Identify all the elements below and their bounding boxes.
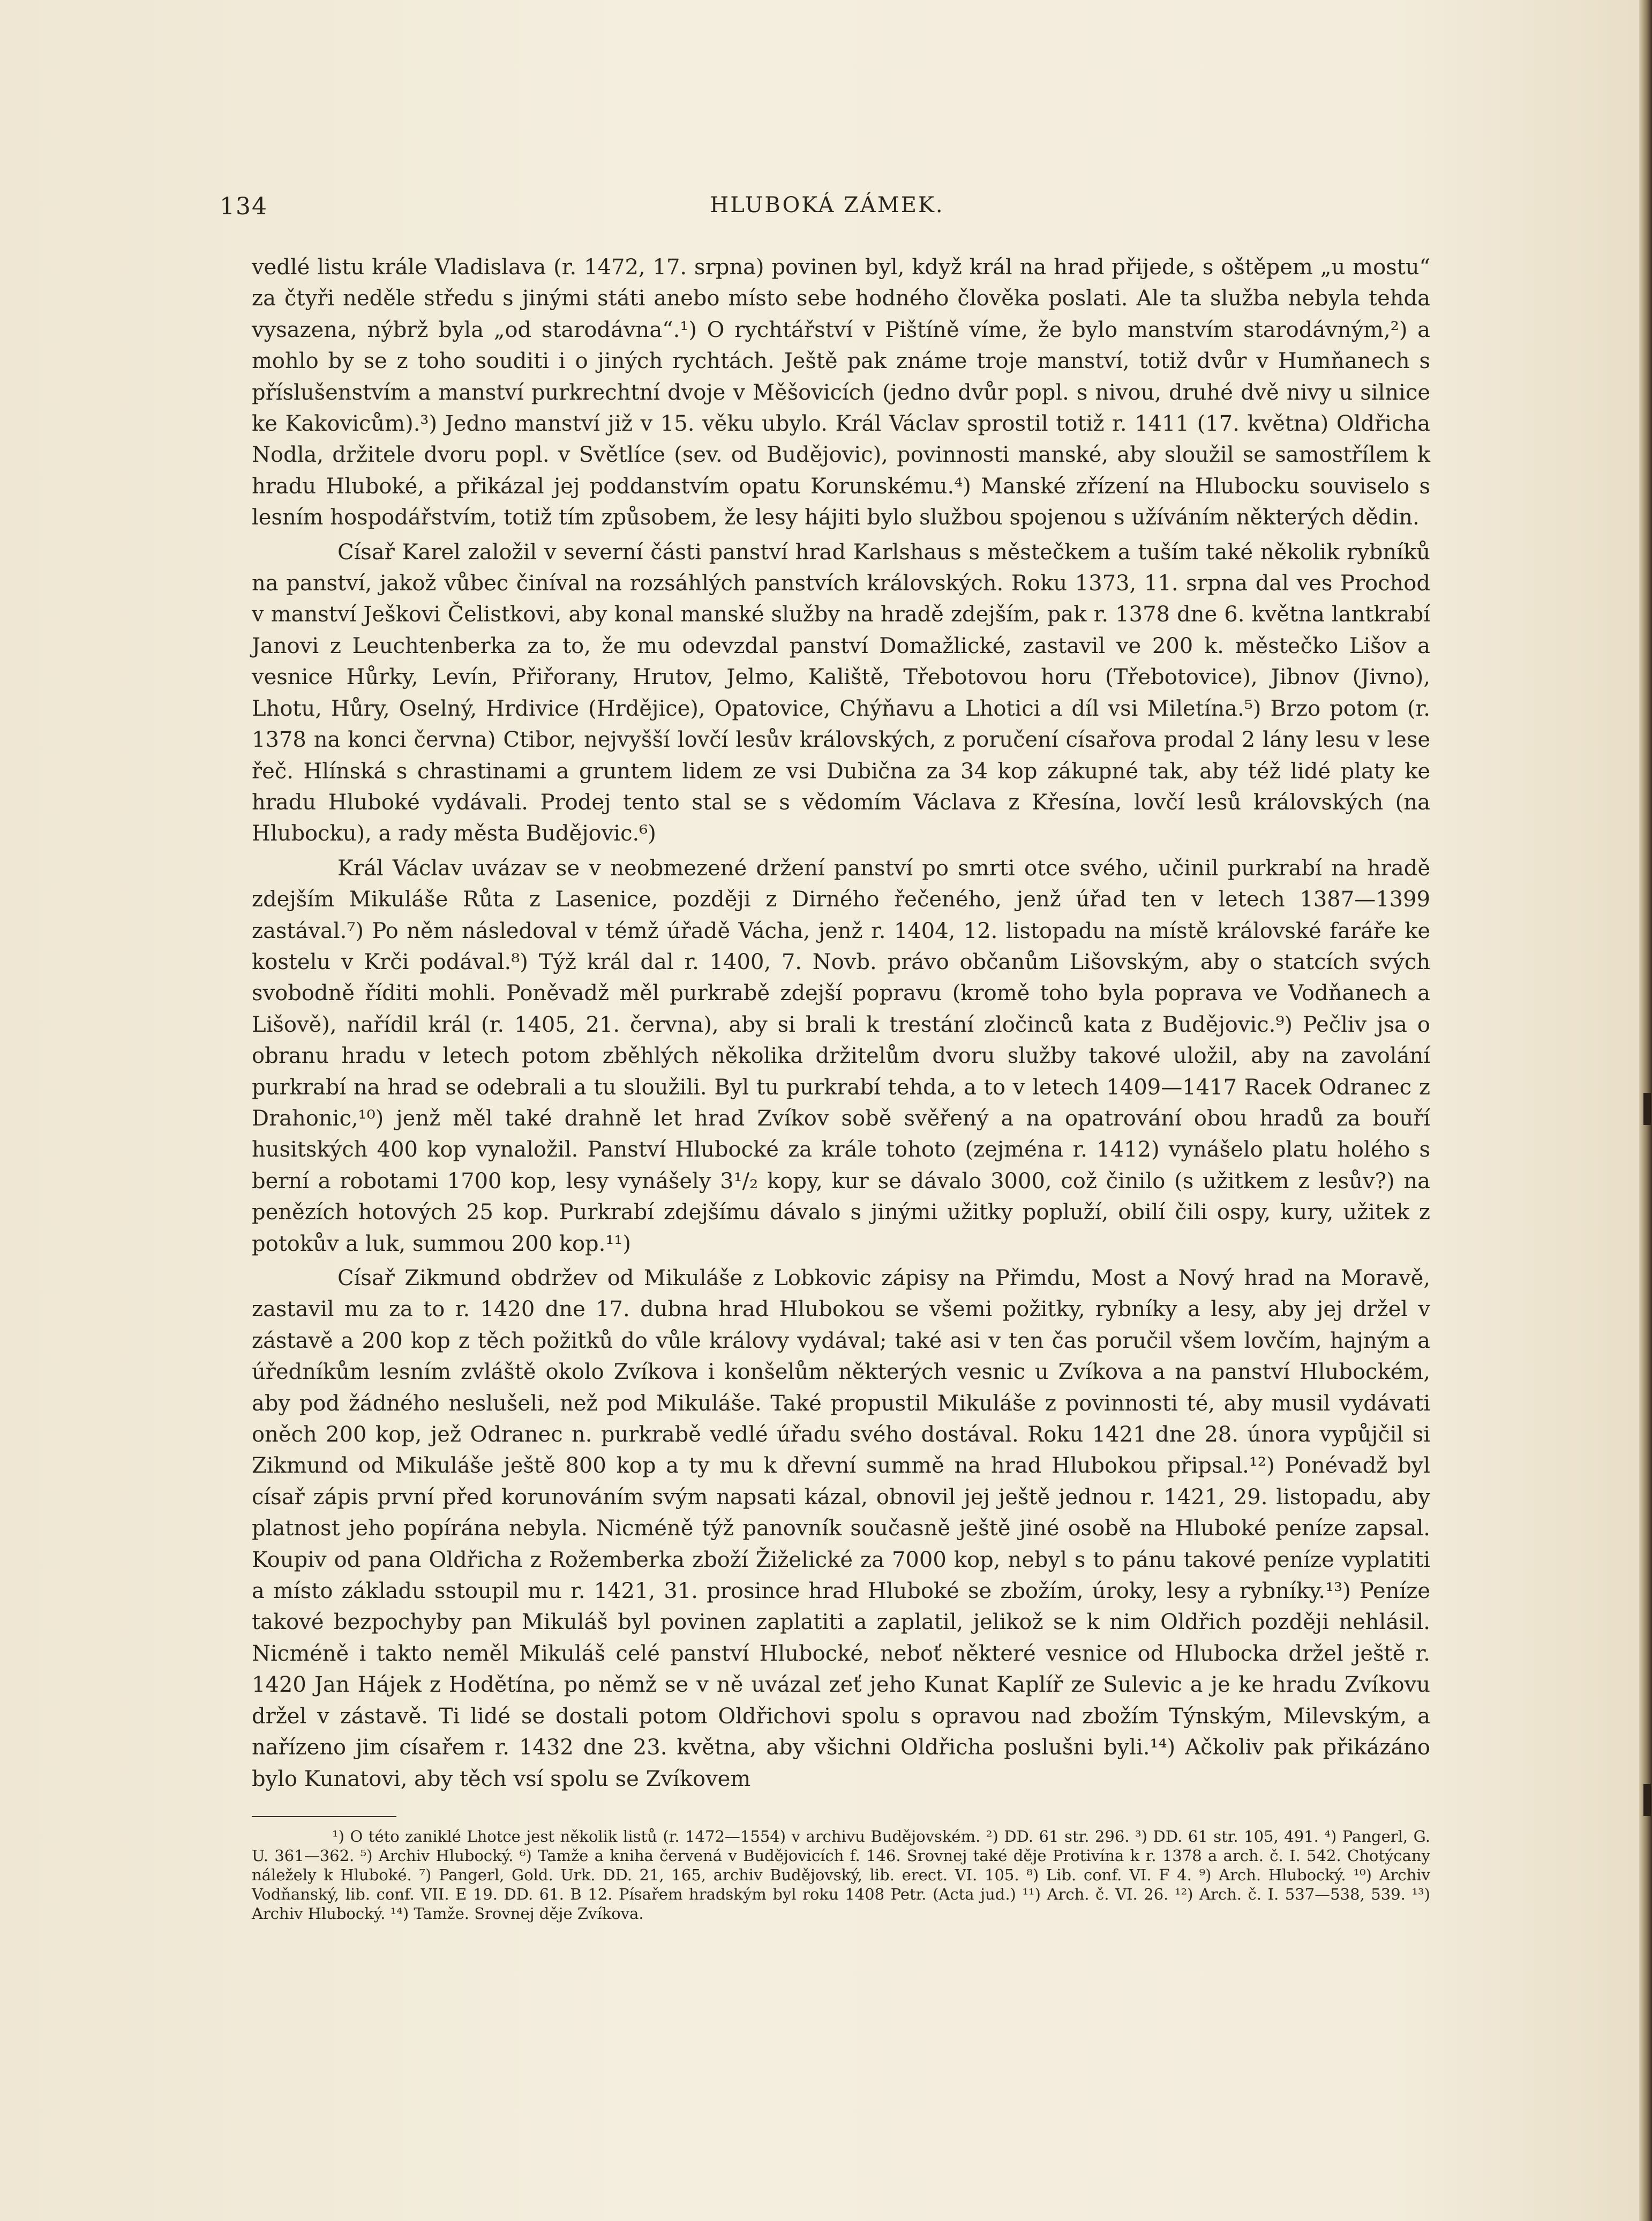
page-edge — [1639, 0, 1652, 2221]
paragraph: Král Václav uvázav se v neobmezené držení panství po smrti otce svého, učinil purkrabí na hradě zdejším Mikuláše Růta z Lasenice, později z Dirného řečeného, jenž úřad ten v letech 1387—1399 zastával.⁷) Po něm následoval v témž úřadě Vácha, jenž r. 1404, 12. listopadu na místě královské faráře ke kostelu v Krči podával.⁸) Týž král dal r. 1400, 7. Novb. právo občanům Lišovským, aby o statcích svých svobodně říditi mohli. Poněvadž měl purkrabě zdejší popravu (kromě toho byla poprava ve Vodňanech a Lišově), nařídil král (r. 1405, 21. června), aby si brali k trestání zločinců kata z Budějovic.⁹) Pečliv jsa o obranu hradu v letech potom zběhlých několika držitelům dvoru služby takové uložil, aby na zavolání purkrabí na hrad se odebrali a tu sloužili. Byl tu purkrabí tehda, a to v letech 1409—1417 Racek Odranec z Drahonic,¹⁰) jenž měl také drahně let hrad Zvíkov sobě svěřený a na opatrování obou hradů za bouří husitských 400 kop vynaložil. Panství Hlubocké za krále tohoto (zejména r. 1412) vynášelo platu holého s berní a robotami 1700 kop, lesy vynášely 3¹/₂ kopy, kur se dávalo 3000, což činilo (s užitkem z lesův?) na penězích hotových 25 kop. Purkrabí zdejšímu dávalo s jinými užitky popluží, obilí čili ospy, kury, užitek z potokův a luk, summou 200 kop.¹¹) — [252, 856, 1430, 1256]
edge-mark — [1643, 1784, 1651, 1816]
edge-mark — [1643, 1093, 1651, 1125]
page-header — [220, 193, 1435, 225]
footnotes — [252, 1827, 1430, 1923]
footnote-text: ¹) O této zaniklé Lhotce jest několik listů (r. 1472—1554) v archivu Budějovském. ²) DD. 61 str. 296. ³) DD. 61 str. 105, 491. ⁴) Pangerl, G. U. 361—362. ⁵) Archiv Hlubocký. ⁶) Tamže a kniha červená v Budějovicích f. 146. Srovnej také děje Protivína k r. 1378 a arch. č. I. 542. Chotýcany náležely k Hluboké. ⁷) Pangerl, Gold. Urk. DD. 21, 165, archiv Budějovský, lib. erect. VI. 105. ⁸) Lib. conf. VI. F 4. ⁹) Arch. Hlubocký. ¹⁰) Archiv Vodňanský, lib. conf. VII. E 19. DD. 61. B 12. Písařem hradským byl roku 1408 Petr. (Acta jud.) ¹¹) Arch. č. VI. 26. ¹²) Arch. č. I. 537—538, 539. ¹³) Archiv Hlubocký. ¹⁴) Tamže. Srovnej děje Zvíkova. — [252, 1827, 1430, 1923]
footnote-divider — [252, 1816, 396, 1817]
running-head: HLUBOKÁ ZÁMEK. — [710, 193, 944, 217]
page-number: 134 — [220, 193, 268, 220]
paragraph: Císař Zikmund obdržev od Mikuláše z Lobkovic zápisy na Přimdu, Most a Nový hrad na Moravě, zastavil mu za to r. 1420 dne 17. dubna hrad Hlubokou se všemi požitky, rybníky a lesy, aby jej držel v zástavě a 200 kop z těch požitků do vůle královy vydával; také asi v ten čas poručil všem lovčím, hajným a úředníkům lesním zvláště okolo Zvíkova i konšelům některých vesnic u Zvíkova a na panství Hlubockém, aby pod žádného neslušeli, než pod Mikuláše. Také propustil Mikuláše z povinnosti té, aby musil vydávati oněch 200 kop, jež Odranec n. purkrabě vedlé úřadu svého dostával. Roku 1421 dne 28. února vypůjčil si Zikmund od Mikuláše ještě 800 kop a ty mu k dřevní summě na hrad Hlubokou připsal.¹²) Ponévadž byl císař zápis první před korunováním svým napsati kázal, obnovil jej ještě jednou r. 1421, 29. listopadu, aby platnost jeho popírána nebyla. Nicméně týž panovník současně ještě jiné osobě na Hluboké peníze zapsal. Koupiv od pana Oldřicha z Rožemberka zboží Žiželické za 7000 kop, nebyl s to pánu takové peníze vyplatiti a místo základu sstoupil mu r. 1421, 31. prosince hrad Hluboké se zbožím, úroky, lesy a rybníky.¹³) Peníze takové bezpochyby pan Mikuláš byl povinen zaplatiti a zaplatil, jelikož se k nim Oldřich později nehlásil. Nicméně i takto neměl Mikuláš celé panství Hlubocké, neboť některé vesnice od Hlubocka držel ještě r. 1420 Jan Hájek z Hodětína, po němž se v ně uvázal zeť jeho Kunat Kaplíř ze Sulevic a je ke hradu Zvíkovu držel v zástavě. Ti lidé se dostali potom Oldřichovi spolu s opravou nad zbožím Týnským, Milevským, a nařízeno jim císařem r. 1432 dne 23. května, aby všichni Oldřicha poslušni byli.¹⁴) Ačkoliv pak přikázáno bylo Kunatovi, aby těch vsí spolu se Zvíkovem — [252, 1266, 1430, 1791]
body-text — [252, 252, 1430, 1798]
paragraph: vedlé listu krále Vladislava (r. 1472, 17. srpna) povinen byl, když král na hrad přijede, s oštěpem „u mostu“ za čtyři neděle středu s jinými státi anebo místo sebe hodného člověka poslati. Ale ta služba nebyla tehda vysazena, nýbrž byla „od starodávna“.¹) O rychtářství v Pištíně víme, že bylo manstvím starodávným,²) a mohlo by se z toho souditi i o jiných rychtách. Ještě pak známe troje manství, totiž dvůr v Humňanech s příslušenstvím a manství purkrechtní dvoje v Měšovicích (jedno dvůr popl. s nivou, druhé dvě nivy u silnice ke Kakovicům).³) Jedno manství již v 15. věku ubylo. Král Václav sprostil totiž r. 1411 (17. května) Oldřicha Nodla, držitele dvoru popl. v Světlíce (sev. od Budějovic), povinnosti manské, aby sloužil se samostřílem k hradu Hluboké, a přikázal jej poddanstvím opatu Korunskému.⁴) Manské zřízení na Hlubocku souviselo s lesním hospodářstvím, totiž tím způsobem, že lesy hájiti bylo službou spojenou s užíváním některých dědin. — [252, 255, 1430, 530]
paragraph: Císař Karel založil v severní části panství hrad Karlshaus s městečkem a tuším také několik rybníků na panství, jakož vůbec činíval na rozsáhlých panstvích královských. Roku 1373, 11. srpna dal ves Prochod v manství Ješkovi Čelistkovi, aby konal manské služby na hradě zdejším, pak r. 1378 dne 6. května lantkrabí Janovi z Leuchtenberka za to, že mu odevzdal panství Domažlické, zastavil ve 200 k. městečko Lišov a vesnice Hůrky, Levín, Přiřorany, Hrutov, Jelmo, Kaliště, Třebotovou horu (Třebotovice), Jibnov (Jivno), Lhotu, Hůry, Oselný, Hrdivice (Hrdějice), Opatovice, Chýňavu a Lhotici a díl vsi Miletína.⁵) Brzo potom (r. 1378 na konci června) Ctibor, nejvyšší lovčí lesův královských, z poručení císařova prodal 2 lány lesu v lese řeč. Hlínská s chrastinami a gruntem lidem ze vsi Dubična za 34 kop zákupné tak, aby též lidé platy ke hradu Hluboké vydávali. Prodej tento stal se s vědomím Václava z Křesína, lovčí lesů královských (na Hlubocku), a rady města Budějovic.⁶) — [252, 539, 1430, 846]
